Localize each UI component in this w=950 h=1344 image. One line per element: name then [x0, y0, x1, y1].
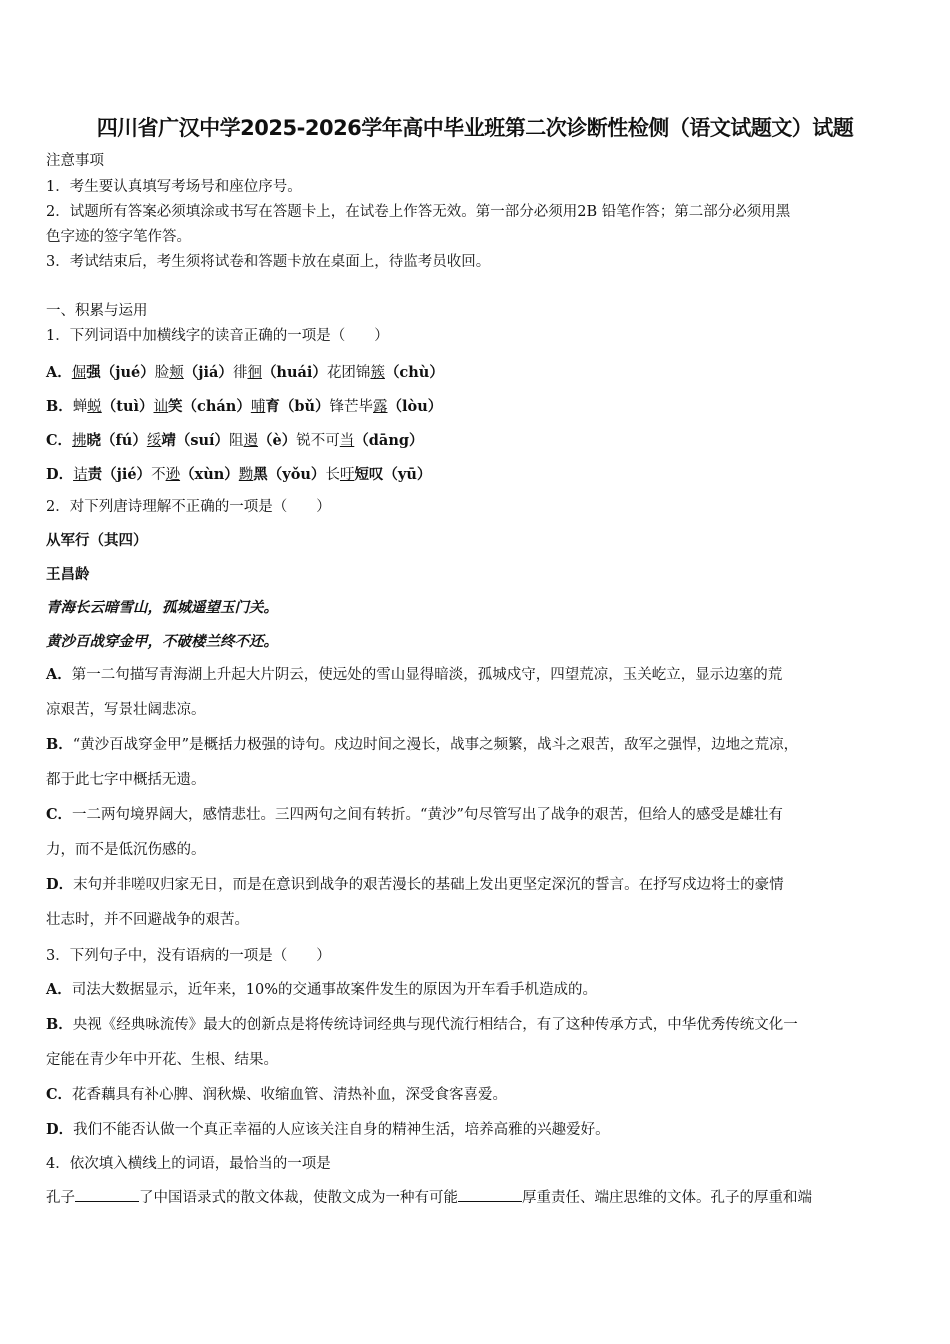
- q3-stem: 3．下列句子中，没有语病的一项是（ ）: [46, 948, 331, 964]
- answer-option: B．“黄沙百战穿金甲”是概括力极强的诗句。戍边时间之漫长，战事之频繁，战斗之艰苦，敌军之强悍，边地之荒凉，: [46, 736, 799, 753]
- answer-option-continued: 都于此七字中概括无遗。: [46, 772, 206, 788]
- option-word: 阻遏（è）: [229, 432, 297, 449]
- answer-option: C．花香藕具有补心脾、润秋燥、收缩血管、清热补血，深受食客喜爱。: [46, 1086, 508, 1103]
- option-word: 诘责（jié）: [73, 466, 152, 483]
- q1-option: B．蝉蜕（tuì）讪笑（chán）哺育（bǔ）锋芒毕露（lòu）: [46, 398, 443, 415]
- answer-option: C．一二两句境界阔大，感情悲壮。三四两句之间有转折。“黄沙”句尽管写出了战争的艰苦，但给人的感受是雄壮有: [46, 806, 783, 823]
- answer-blank[interactable]: [75, 1187, 139, 1202]
- answer-option: A．第一二句描写青海湖上升起大片阴云，使远处的雪山显得暗淡，孤城戍守，四望荒凉，玉关屹立，显示边塞的荒: [46, 666, 783, 683]
- notice-item: 3．考试结束后，考生须将试卷和答题卡放在桌面上，待监考员收回。: [46, 254, 491, 270]
- poem-line: 青海长云暗雪山，孤城遥望玉门关。: [46, 599, 278, 616]
- q2-stem: 2．对下列唐诗理解不正确的一项是（ ）: [46, 499, 331, 515]
- option-word: 蝉蜕（tuì）: [72, 398, 154, 415]
- q1-option: A．倔强（jué）脸颊（jiá）徘徊（huái）花团锦簇（chù）: [46, 364, 444, 381]
- answer-option: B．央视《经典咏流传》最大的创新点是将传统诗词经典与现代流行相结合，有了这种传承方式，中华优秀传统文化一: [46, 1016, 798, 1033]
- option-word: 不逊（xùn）: [151, 466, 239, 483]
- section-heading: 一、积累与运用: [46, 303, 148, 319]
- notice-item: 2．试题所有答案必须填涂或书写在答题卡上，在试卷上作答无效。第一部分必须用2B 铅笔作答；第二部分必须用黑: [46, 204, 791, 220]
- option-word: 黝黑（yǒu）: [238, 466, 326, 483]
- option-word: 讪笑（chán）: [153, 398, 251, 415]
- option-word: 拂晓（fú）: [72, 432, 147, 449]
- option-word: 徘徊（huái）: [232, 364, 327, 381]
- option-word: 花团锦簇（chù）: [326, 364, 444, 381]
- answer-option-continued: 力，而不是低沉伤感的。: [46, 842, 206, 858]
- option-word: 锐不可当（dāng）: [296, 432, 424, 449]
- notice-heading: 注意事项: [46, 153, 104, 169]
- q1-option: C．拂晓（fú）绥靖（suí）阻遏（è）锐不可当（dāng）: [46, 432, 424, 449]
- poem-author: 王昌龄: [46, 566, 90, 583]
- notice-item: 1．考生要认真填写考场号和座位序号。: [46, 179, 302, 195]
- answer-option-continued: 凉艰苦，写景壮阔悲凉。: [46, 702, 206, 718]
- notice-item: 色字迹的签字笔作答。: [46, 229, 191, 245]
- option-word: 倔强（jué）: [71, 364, 155, 381]
- answer-option: D．末句并非嗟叹归家无日，而是在意识到战争的艰苦漫长的基础上发出更坚定深沉的誓言。在抒写戍边将士的豪情: [46, 876, 784, 893]
- q4-text: 孔子 了中国语录式的散文体裁，使散文成为一种有可能 厚重责任、端庄思维的文体。孔子的厚重和端: [46, 1187, 812, 1208]
- answer-option: A．司法大数据显示，近年来，10%的交通事故案件发生的原因为开车看手机造成的。: [46, 981, 597, 998]
- option-word: 绥靖（suí）: [146, 432, 230, 449]
- document-title: 四川省广汉中学2025-2026学年高中毕业班第二次诊断性检侧（语文试题文）试题: [96, 116, 854, 140]
- poem-line: 黄沙百战穿金甲，不破楼兰终不还。: [46, 633, 278, 650]
- q1-stem: 1．下列词语中加横线字的读音正确的一项是（ ）: [46, 328, 389, 344]
- option-word: 长吁短叹（yū）: [325, 466, 432, 483]
- option-word: 哺育（bǔ）: [250, 398, 330, 415]
- poem-title: 从军行（其四）: [46, 532, 148, 549]
- option-word: 锋芒毕露（lòu）: [329, 398, 443, 415]
- answer-option: D．我们不能否认做一个真正幸福的人应该关注自身的精神生活，培养高雅的兴趣爱好。: [46, 1121, 610, 1138]
- answer-option-continued: 定能在青少年中开花、生根、结果。: [46, 1052, 278, 1068]
- option-word: 脸颊（jiá）: [154, 364, 233, 381]
- answer-option-continued: 壮志时，并不回避战争的艰苦。: [46, 912, 249, 928]
- answer-blank[interactable]: [458, 1187, 522, 1202]
- q1-option: D．诘责（jié）不逊（xùn）黝黑（yǒu）长吁短叹（yū）: [46, 466, 432, 483]
- q4-stem: 4．依次填入横线上的词语，最恰当的一项是: [46, 1156, 331, 1172]
